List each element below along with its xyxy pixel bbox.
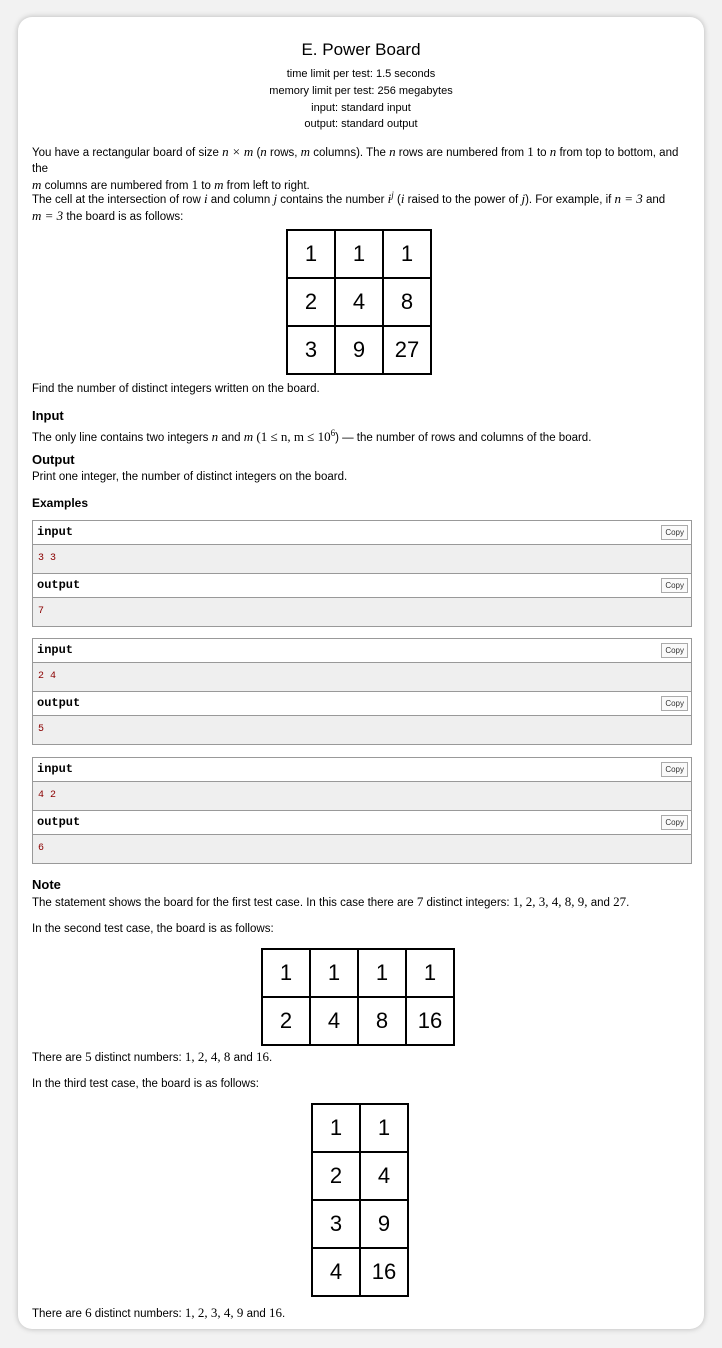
legend-paragraph-3: Find the number of distinct integers written on the board. (32, 383, 320, 395)
note-paragraph-2: In the second test case, the board is as follows: (32, 923, 274, 935)
example-output-value: 7 (33, 598, 691, 626)
example-output-label: output Copy (33, 692, 691, 716)
board-cell: 3 (287, 326, 335, 374)
board-cell: 4 (310, 997, 358, 1045)
copy-output-button[interactable]: Copy (661, 696, 688, 711)
board-cell: 4 (312, 1248, 360, 1296)
example-2 (32, 638, 692, 745)
board-cell: 1 (287, 230, 335, 278)
board-cell: 1 (262, 949, 310, 997)
example-board-2 (261, 948, 455, 1046)
note-paragraph-1: The statement shows the board for the first test case. In this case there are 7 distinct integers: 1, 2, 3, 4, 8, 9, and 27. (32, 894, 630, 909)
output-heading: Output (32, 452, 75, 467)
note-paragraph-4: In the third test case, the board is as follows: (32, 1078, 259, 1090)
copy-output-button[interactable]: Copy (661, 815, 688, 830)
example-3 (32, 757, 692, 864)
board-cell: 16 (360, 1248, 408, 1296)
board-cell: 9 (335, 326, 383, 374)
input-description: The only line contains two integers n and m (1 ≤ n, $m \le 10^6$) — the number of rows and columns of the board. (32, 428, 592, 444)
input-spec: input: standard input (311, 102, 411, 114)
example-board-1 (286, 229, 432, 375)
example-output-label: output Copy (33, 574, 691, 598)
examples-heading: Examples (32, 496, 89, 510)
note-heading: Note (32, 877, 61, 892)
board-cell: 1 (383, 230, 431, 278)
example-input-value: 2 4 (33, 663, 691, 692)
board-cell: 1 (312, 1104, 360, 1152)
board-cell: 4 (360, 1152, 408, 1200)
output-spec: output: standard output (304, 118, 418, 130)
board-cell: 8 (383, 278, 431, 326)
legend-paragraph-2: The cell at the intersection of row i and column j contains the number $i^j$ (i raised to the power of j). For example, if n = 3 and m = 3 the board is as follows: (32, 190, 666, 223)
board-cell: 9 (360, 1200, 408, 1248)
board-cell: 1 (360, 1104, 408, 1152)
board-cell: 2 (312, 1152, 360, 1200)
note-paragraph-3: There are 5 distinct numbers: 1, 2, 4, 8 and 16. (32, 1049, 273, 1064)
legend-paragraph-1: You have a rectangular board of size n × m (n rows, m columns). The n rows are numbered from 1 to n from top to bottom, and the m columns are numbered from 1 to m from left to right. (32, 144, 679, 192)
board-cell: 1 (406, 949, 454, 997)
example-board-3 (311, 1103, 409, 1297)
board-cell: 1 (358, 949, 406, 997)
example-input-value: 4 2 (33, 782, 691, 811)
copy-input-button[interactable]: Copy (661, 643, 688, 658)
time-limit: time limit per test: 1.5 seconds (286, 68, 436, 80)
board-cell: 2 (287, 278, 335, 326)
board-cell: 4 (335, 278, 383, 326)
board-cell: 16 (406, 997, 454, 1045)
example-output-value: 6 (33, 835, 691, 863)
example-1 (32, 520, 692, 627)
example-output-label: output Copy (33, 811, 691, 835)
board-cell: 3 (312, 1200, 360, 1248)
input-heading: Input (32, 408, 64, 423)
example-input-value: 3 3 (33, 545, 691, 574)
problem-title: E. Power Board (301, 40, 421, 59)
memory-limit: memory limit per test: 256 megabytes (269, 85, 453, 97)
board-cell: 27 (383, 326, 431, 374)
example-input-label: input Copy (33, 521, 691, 545)
board-cell: 2 (262, 997, 310, 1045)
note-paragraph-5: There are 6 distinct numbers: 1, 2, 3, 4, 9 and 16. (32, 1305, 286, 1320)
board-cell: 1 (335, 230, 383, 278)
board-cell: 1 (310, 949, 358, 997)
copy-input-button[interactable]: Copy (661, 525, 688, 540)
example-input-label: input Copy (33, 639, 691, 663)
board-cell: 8 (358, 997, 406, 1045)
copy-output-button[interactable]: Copy (661, 578, 688, 593)
example-output-value: 5 (33, 716, 691, 744)
copy-input-button[interactable]: Copy (661, 762, 688, 777)
example-input-label: input Copy (33, 758, 691, 782)
output-description: Print one integer, the number of distinct integers on the board. (32, 471, 348, 483)
